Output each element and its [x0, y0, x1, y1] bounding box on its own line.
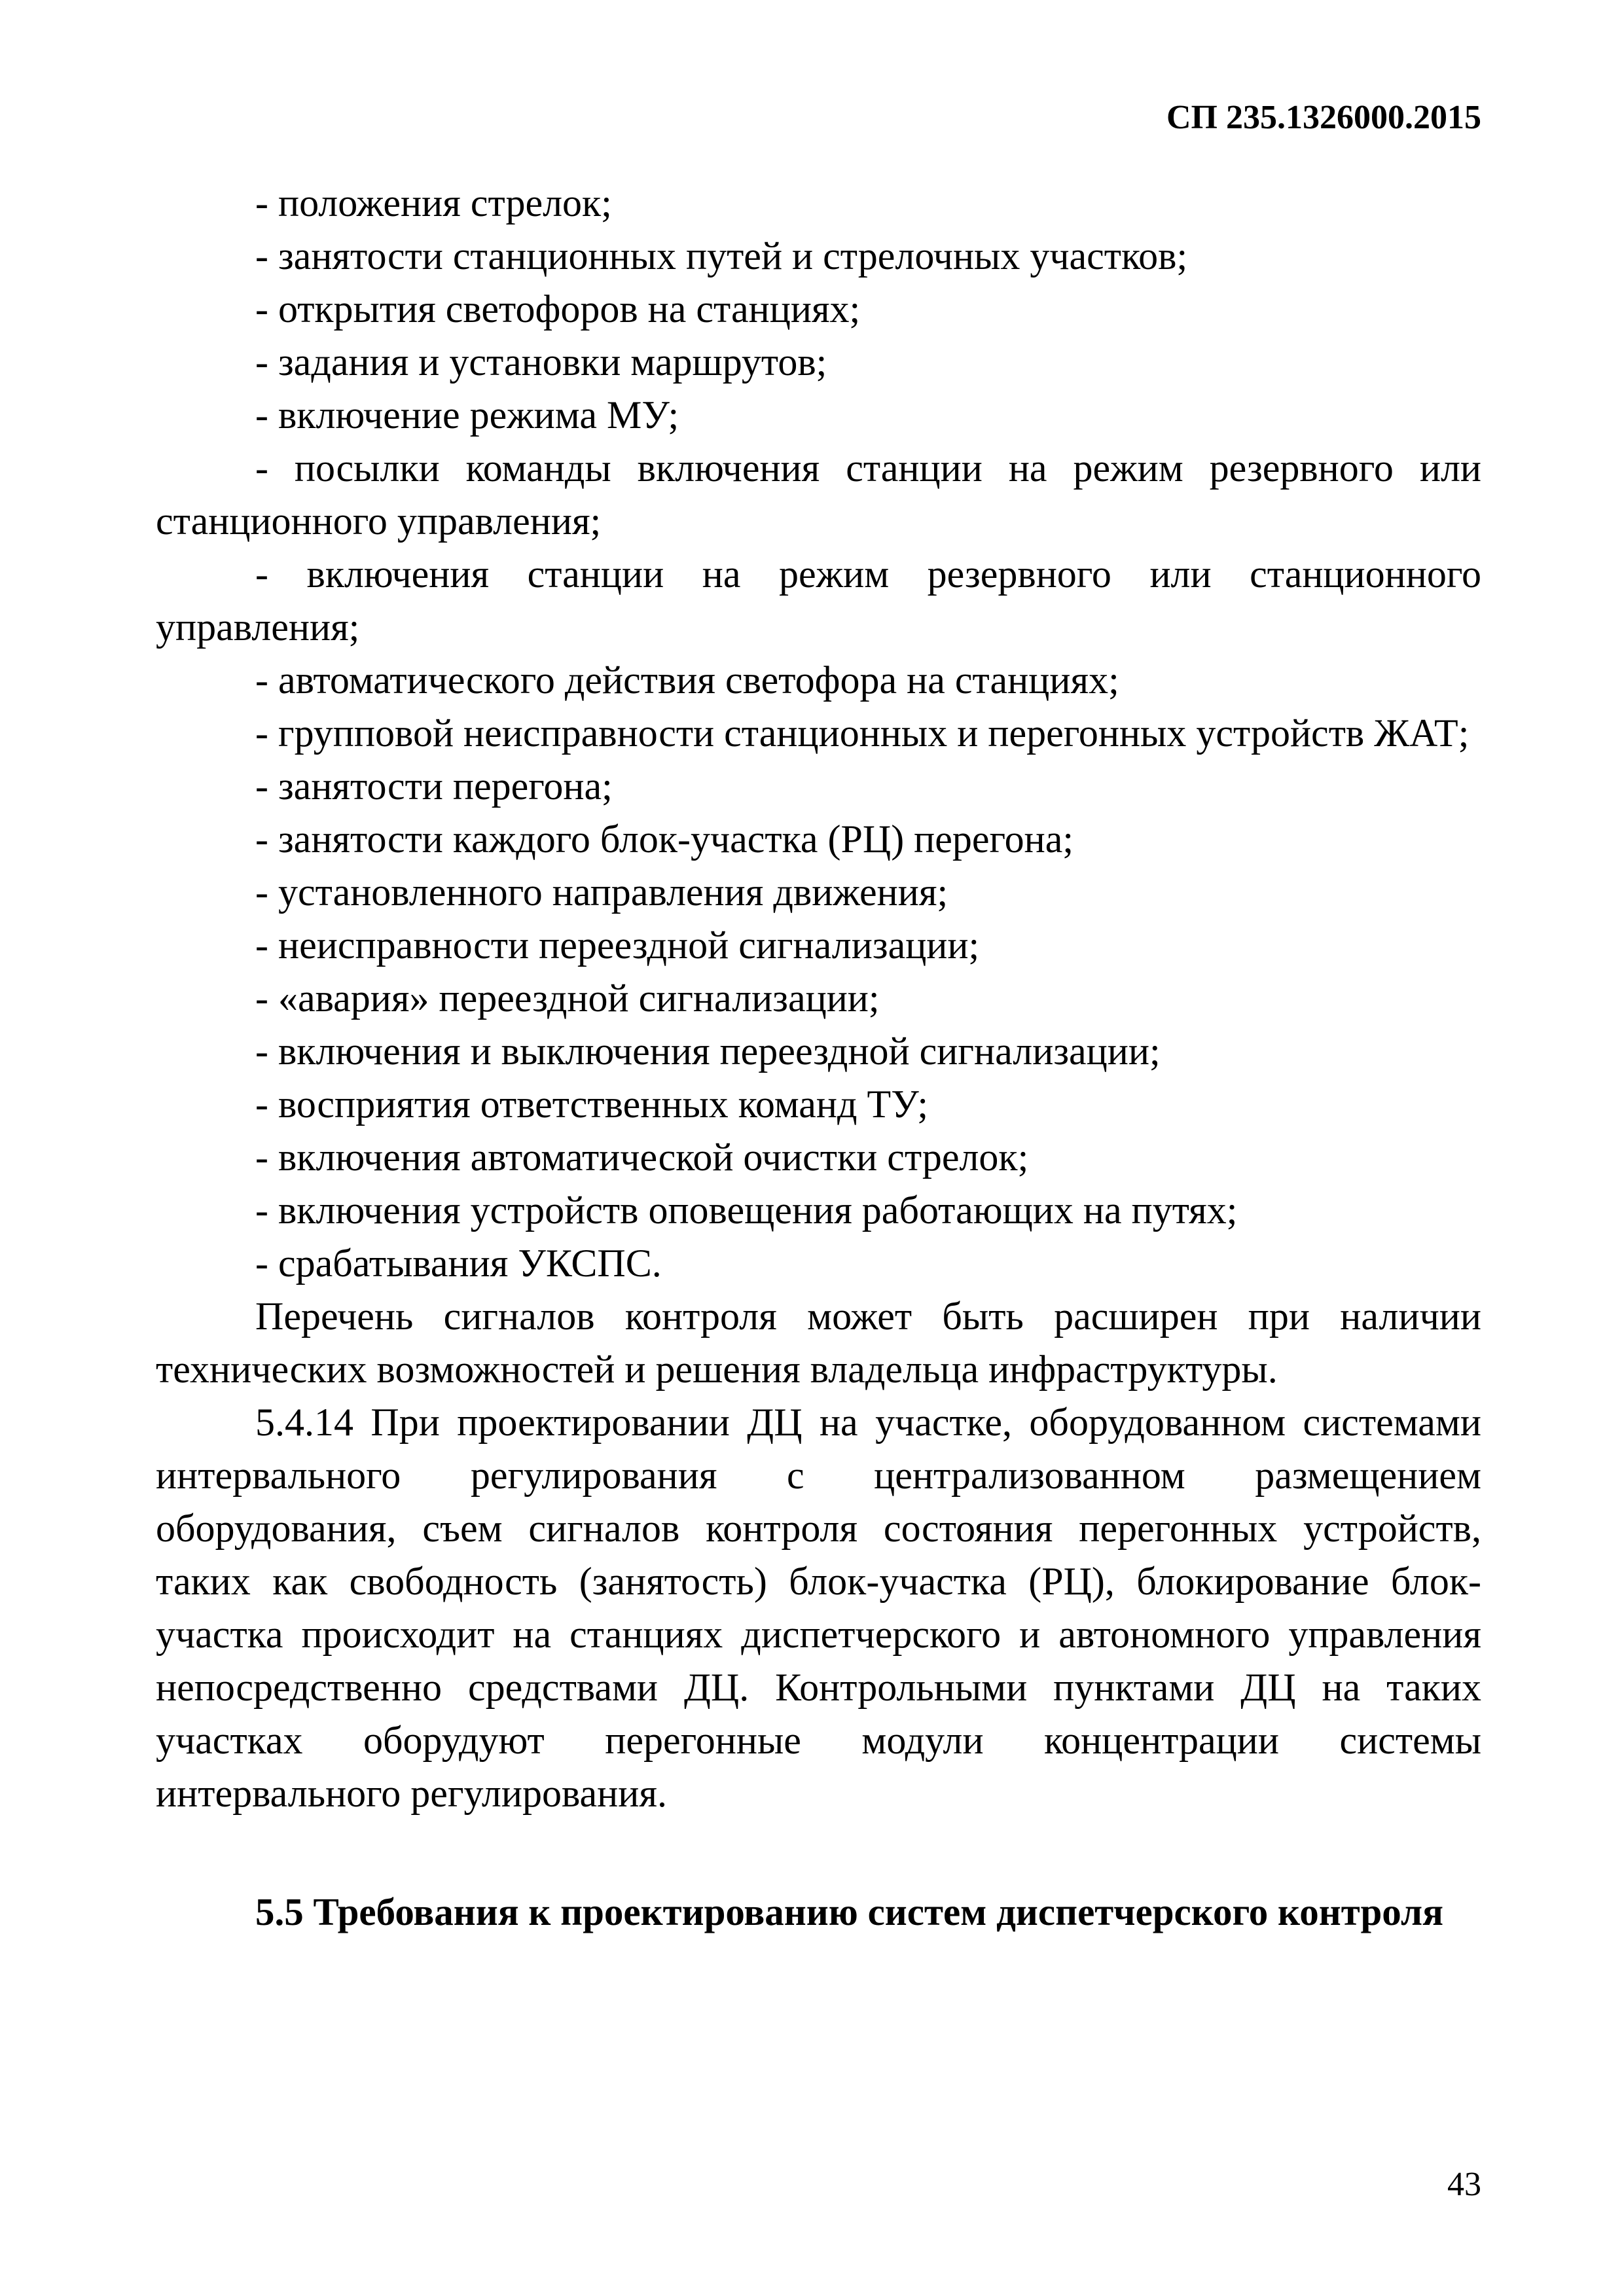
list-item: - установленного направления движения;: [255, 870, 948, 914]
list-item: - включения устройств оповещения работающих на путях;: [255, 1189, 1238, 1232]
list-item: - включения автоматической очистки стрелок;: [255, 1136, 1029, 1179]
list-item: - автоматического действия светофора на станциях;: [255, 658, 1119, 702]
list-item: - включение режима МУ;: [255, 393, 679, 437]
list-item: - положения стрелок;: [255, 181, 612, 224]
list-item: - срабатывания УКСПС.: [255, 1242, 662, 1285]
list-item: - занятости перегона;: [255, 764, 613, 808]
page-number: 43: [1447, 2166, 1481, 2203]
clause-5-4-14-paragraph: 5.4.14 При проектировании ДЦ на участке, оборудованном системами интервального регулирования с централизованном размещением оборудования, съем сигналов контроля состояния перегонных устройств, таких как свободность (занятость) блок-участка (РЦ), блокирование блок-участка происходит на станциях диспетчерского и автономного управления непосредственно средствами ДЦ. Контрольными пунктами ДЦ на таких участках оборудуют перегонные модули концентрации системы интервального регулирования.: [156, 1401, 1481, 1815]
list-item: - открытия светофоров на станциях;: [255, 287, 861, 331]
signals-note-paragraph: Перечень сигналов контроля может быть расширен при наличии технических возможностей и решения владельца инфраструктуры.: [156, 1295, 1481, 1391]
list-item: - «авария» переездной сигнализации;: [255, 977, 880, 1020]
list-item: - посылки команды включения станции на режим резервного или станционного управления;: [156, 446, 1481, 543]
list-item: - занятости каждого блок-участка (РЦ) перегона;: [255, 817, 1074, 861]
list-item: - неисправности переездной сигнализации;: [255, 924, 980, 967]
document-code: СП 235.1326000.2015: [1166, 99, 1481, 136]
list-item: - восприятия ответственных команд ТУ;: [255, 1083, 929, 1126]
list-item: - включения станции на режим резервного или станционного управления;: [156, 552, 1481, 649]
list-item: - групповой неисправности станционных и перегонных устройств ЖАТ;: [255, 711, 1470, 755]
page-content: [156, 177, 1481, 1939]
list-item: - задания и установки маршрутов;: [255, 340, 827, 384]
section-heading: 5.5 Требования к проектированию систем диспетчерского контроля: [255, 1890, 1443, 1933]
list-item: - включения и выключения переездной сигнализации;: [255, 1030, 1161, 1073]
list-item: - занятости станционных путей и стрелочных участков;: [255, 234, 1188, 278]
